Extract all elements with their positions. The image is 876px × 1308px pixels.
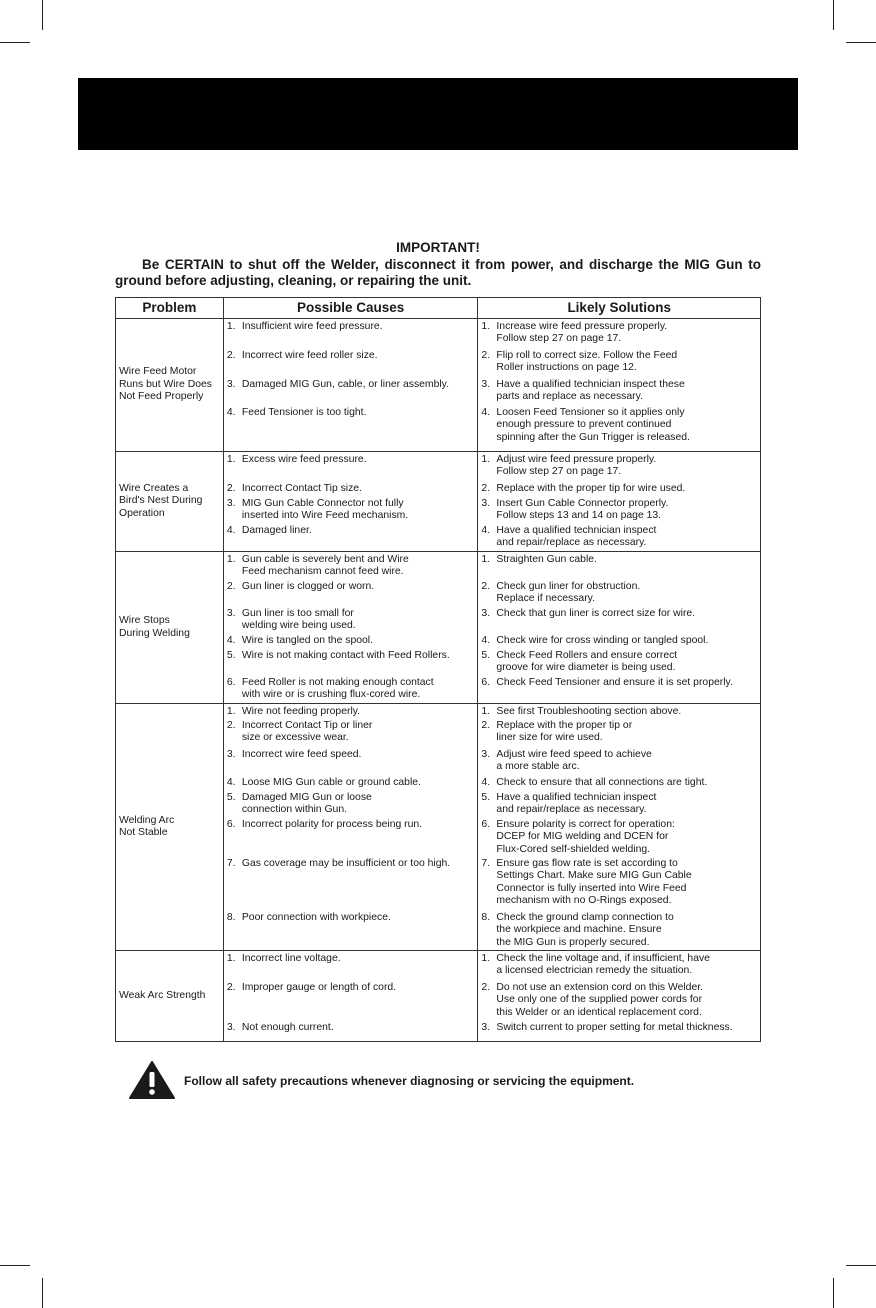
table-row: [116, 319, 761, 452]
troubleshooting-table: [115, 297, 761, 1042]
item-number: 3.: [481, 498, 491, 509]
item-number: 3.: [226, 749, 236, 760]
cause-text: Damaged MIG Gun, cable, or liner assembly.: [241, 379, 449, 390]
table-row: [116, 452, 761, 552]
solutions-cell: [478, 704, 761, 951]
problem-cell: [116, 951, 224, 1042]
cause-text: Incorrect Contact Tip or liner size or excessive wear.: [241, 720, 373, 744]
cause-text: Poor connection with workpiece.: [241, 912, 391, 923]
cause-text: Damaged liner.: [241, 525, 312, 536]
item-number: 3.: [226, 608, 236, 619]
solution-text: Check gun liner for obstruction. Replace if necessary.: [496, 581, 641, 605]
solution-text: Straighten Gun cable.: [496, 554, 597, 565]
cause-item: [224, 777, 478, 792]
solution-item: [478, 454, 760, 483]
causes-cell: [223, 704, 478, 951]
cause-item: [224, 635, 478, 650]
crop-mark: [0, 1265, 30, 1266]
item-number: 4.: [226, 635, 236, 646]
solution-item: [478, 321, 760, 350]
item-number: 1.: [481, 706, 491, 717]
header-solutions: Likely Solutions: [478, 298, 761, 319]
cause-item: [224, 982, 478, 1022]
solution-text: Flip roll to correct size. Follow the Feed Roller instructions on page 12.: [496, 350, 678, 374]
solution-item: [478, 953, 760, 982]
warning-text: Follow all safety precautions whenever diagnosing or servicing the equipment.: [184, 1074, 635, 1088]
cause-item: [224, 407, 478, 449]
cause-text: Gun liner is clogged or worn.: [241, 581, 375, 592]
solutions-cell: [478, 452, 761, 552]
item-number: 1.: [481, 454, 491, 465]
cause-text: Gun liner is too small for welding wire being used.: [241, 608, 356, 632]
solution-text: Replace with the proper tip or liner size for wire used.: [496, 720, 633, 744]
solution-item: [478, 581, 760, 608]
item-number: 5.: [481, 792, 491, 803]
cause-item: [224, 498, 478, 525]
header-bar: [78, 78, 798, 150]
crop-mark: [846, 42, 876, 43]
cause-item: [224, 953, 478, 982]
cause-text: Feed Roller is not making enough contact with wire or is crushing flux-cored wire.: [241, 677, 434, 701]
solution-text: Insert Gun Cable Connector properly. Follow steps 13 and 14 on page 13.: [496, 498, 669, 522]
solution-text: Check the ground clamp connection to the workpiece and machine. Ensure the MIG Gun is properly secured.: [496, 912, 674, 948]
crop-mark: [833, 1278, 834, 1308]
cause-text: Improper gauge or length of cord.: [241, 982, 397, 993]
item-number: 2.: [481, 350, 491, 361]
cause-item: [224, 706, 478, 720]
item-number: 4.: [481, 777, 491, 788]
solution-item: [478, 525, 760, 549]
warning-triangle-icon: [128, 1060, 176, 1105]
item-number: 4.: [481, 407, 491, 418]
solution-item: [478, 379, 760, 407]
cause-item: [224, 554, 478, 581]
problem-label: Weak Arc Strength: [119, 989, 206, 1001]
cause-item: [224, 677, 478, 701]
cause-item: [224, 525, 478, 549]
problem-label: Wire Creates a Bird's Nest During Operation: [119, 482, 203, 519]
solution-item: [478, 350, 760, 379]
problem-cell: [116, 319, 224, 452]
important-notice: Be CERTAIN to shut off the Welder, disconnect it from power, and discharge the MIG Gun to ground before adjusting, cleaning, or repairing the unit.: [115, 257, 761, 288]
solution-item: [478, 777, 760, 792]
important-title: IMPORTANT!: [396, 240, 480, 255]
solution-text: Ensure polarity is correct for operation: DCEP for MIG welding and DCEN for Flux-Cored self-shielded welding.: [496, 819, 675, 855]
item-number: 3.: [481, 608, 491, 619]
item-number: 1.: [481, 321, 491, 332]
solution-text: Ensure gas flow rate is set according to Settings Chart. Make sure MIG Gun Cable Connector is fully inserted into Wire Feed mechanism with no O-Rings exposed.: [496, 858, 692, 907]
table-row: [116, 704, 761, 951]
cause-item: [224, 749, 478, 777]
cause-text: Incorrect wire feed speed.: [241, 749, 362, 760]
cause-text: Wire is not making contact with Feed Rollers.: [241, 650, 450, 661]
table-header-row: [116, 298, 761, 319]
cause-text: Feed Tensioner is too tight.: [241, 407, 367, 418]
item-number: 5.: [226, 792, 236, 803]
cause-text: Incorrect line voltage.: [241, 953, 341, 964]
solution-item: [478, 720, 760, 749]
cause-text: Loose MIG Gun cable or ground cable.: [241, 777, 421, 788]
problem-label: Wire Stops During Welding: [119, 615, 190, 639]
table-row: [116, 552, 761, 704]
solution-text: Check Feed Rollers and ensure correct groove for wire diameter is being used.: [496, 650, 678, 674]
item-number: 7.: [226, 858, 236, 869]
solution-text: Check Feed Tensioner and ensure it is set properly.: [496, 677, 733, 688]
cause-item: [224, 792, 478, 819]
cause-text: MIG Gun Cable Connector not fully inserted into Wire Feed mechanism.: [241, 498, 409, 522]
item-number: 6.: [226, 677, 236, 688]
cause-item: [224, 720, 478, 749]
cause-item: [224, 581, 478, 608]
problem-cell: [116, 704, 224, 951]
solution-item: [478, 858, 760, 912]
item-number: 2.: [226, 720, 236, 731]
item-number: 3.: [226, 498, 236, 509]
item-number: 1.: [226, 454, 236, 465]
solution-text: Have a qualified technician inspect these parts and replace as necessary.: [496, 379, 685, 403]
solution-item: [478, 650, 760, 677]
item-number: 4.: [481, 635, 491, 646]
item-number: 2.: [226, 483, 236, 494]
item-number: 3.: [226, 379, 236, 390]
problem-cell: [116, 552, 224, 704]
item-number: 4.: [481, 525, 491, 536]
solution-item: [478, 483, 760, 498]
item-number: 8.: [226, 912, 236, 923]
solution-item: [478, 677, 760, 701]
cause-item: [224, 321, 478, 350]
solution-text: Replace with the proper tip for wire used.: [496, 483, 686, 494]
item-number: 4.: [226, 777, 236, 788]
solution-item: [478, 635, 760, 650]
crop-mark: [42, 0, 43, 30]
table-row: [116, 951, 761, 1042]
solution-text: Adjust wire feed speed to achieve a more stable arc.: [496, 749, 652, 773]
cause-text: Incorrect wire feed roller size.: [241, 350, 378, 361]
crop-mark: [42, 1278, 43, 1308]
solution-text: Check wire for cross winding or tangled spool.: [496, 635, 709, 646]
item-number: 2.: [481, 720, 491, 731]
item-number: 4.: [226, 525, 236, 536]
crop-mark: [833, 0, 834, 30]
causes-cell: [223, 452, 478, 552]
cause-text: Incorrect Contact Tip size.: [241, 483, 362, 494]
item-number: 1.: [481, 953, 491, 964]
solution-text: Have a qualified technician inspect and repair/replace as necessary.: [496, 525, 657, 549]
item-number: 1.: [481, 554, 491, 565]
solution-item: [478, 749, 760, 777]
cause-item: [224, 379, 478, 407]
item-number: 1.: [226, 706, 236, 717]
cause-text: Damaged MIG Gun or loose connection within Gun.: [241, 792, 372, 816]
solutions-cell: [478, 951, 761, 1042]
solution-text: Adjust wire feed pressure properly. Follow step 27 on page 17.: [496, 454, 657, 478]
solution-item: [478, 819, 760, 858]
item-number: 6.: [226, 819, 236, 830]
item-number: 1.: [226, 321, 236, 332]
solution-text: Have a qualified technician inspect and repair/replace as necessary.: [496, 792, 657, 816]
solution-item: [478, 407, 760, 449]
solution-item: [478, 1022, 760, 1039]
item-number: 3.: [481, 1022, 491, 1033]
solution-text: Loosen Feed Tensioner so it applies only enough pressure to prevent continued spinning after the Gun Trigger is released.: [496, 407, 690, 443]
item-number: 2.: [226, 581, 236, 592]
solution-text: See first Troubleshooting section above.: [496, 706, 682, 717]
item-number: 2.: [481, 982, 491, 993]
item-number: 3.: [226, 1022, 236, 1033]
solutions-cell: [478, 552, 761, 704]
cause-text: Excess wire feed pressure.: [241, 454, 367, 465]
solution-item: [478, 706, 760, 720]
header-problem: Problem: [116, 298, 224, 319]
item-number: 2.: [226, 982, 236, 993]
item-number: 5.: [481, 650, 491, 661]
solution-item: [478, 608, 760, 635]
item-number: 1.: [226, 953, 236, 964]
solution-text: Do not use an extension cord on this Welder. Use only one of the supplied power cords for this Welder or an identical replacement cord.: [496, 982, 704, 1018]
item-number: 1.: [226, 554, 236, 565]
header-causes: Possible Causes: [223, 298, 478, 319]
cause-text: Gas coverage may be insufficient or too high.: [241, 858, 451, 869]
item-number: 7.: [481, 858, 491, 869]
item-number: 3.: [481, 379, 491, 390]
cause-item: [224, 483, 478, 498]
solution-text: Check to ensure that all connections are tight.: [496, 777, 708, 788]
item-number: 3.: [481, 749, 491, 760]
cause-text: Not enough current.: [241, 1022, 334, 1033]
solution-item: [478, 554, 760, 581]
cause-item: [224, 858, 478, 912]
cause-item: [224, 912, 478, 948]
causes-cell: [223, 319, 478, 452]
causes-cell: [223, 951, 478, 1042]
item-number: 2.: [226, 350, 236, 361]
solution-item: [478, 792, 760, 819]
cause-item: [224, 608, 478, 635]
item-number: 2.: [481, 483, 491, 494]
item-number: 8.: [481, 912, 491, 923]
solution-text: Switch current to proper setting for metal thickness.: [496, 1022, 733, 1033]
cause-item: [224, 819, 478, 858]
cause-text: Incorrect polarity for process being run.: [241, 819, 423, 830]
solution-text: Increase wire feed pressure properly. Follow step 27 on page 17.: [496, 321, 668, 345]
cause-text: Wire not feeding properly.: [241, 706, 361, 717]
solutions-cell: [478, 319, 761, 452]
item-number: 2.: [481, 581, 491, 592]
crop-mark: [846, 1265, 876, 1266]
causes-cell: [223, 552, 478, 704]
item-number: 5.: [226, 650, 236, 661]
problem-label: Welding Arc Not Stable: [119, 814, 175, 838]
item-number: 4.: [226, 407, 236, 418]
cause-item: [224, 454, 478, 483]
item-number: 6.: [481, 819, 491, 830]
problem-label: Wire Feed Motor Runs but Wire Does Not Feed Properly: [119, 366, 212, 403]
solution-item: [478, 982, 760, 1022]
cause-item: [224, 350, 478, 379]
problem-cell: [116, 452, 224, 552]
solution-item: [478, 498, 760, 525]
cause-text: Gun cable is severely bent and Wire Feed mechanism cannot feed wire.: [241, 554, 409, 578]
solution-text: Check the line voltage and, if insufficient, have a licensed electrician remedy the situation.: [496, 953, 710, 977]
solution-item: [478, 912, 760, 948]
cause-item: [224, 1022, 478, 1039]
crop-mark: [0, 42, 30, 43]
item-number: 6.: [481, 677, 491, 688]
cause-text: Insufficient wire feed pressure.: [241, 321, 383, 332]
solution-text: Check that gun liner is correct size for wire.: [496, 608, 696, 619]
cause-text: Wire is tangled on the spool.: [241, 635, 373, 646]
cause-item: [224, 650, 478, 677]
